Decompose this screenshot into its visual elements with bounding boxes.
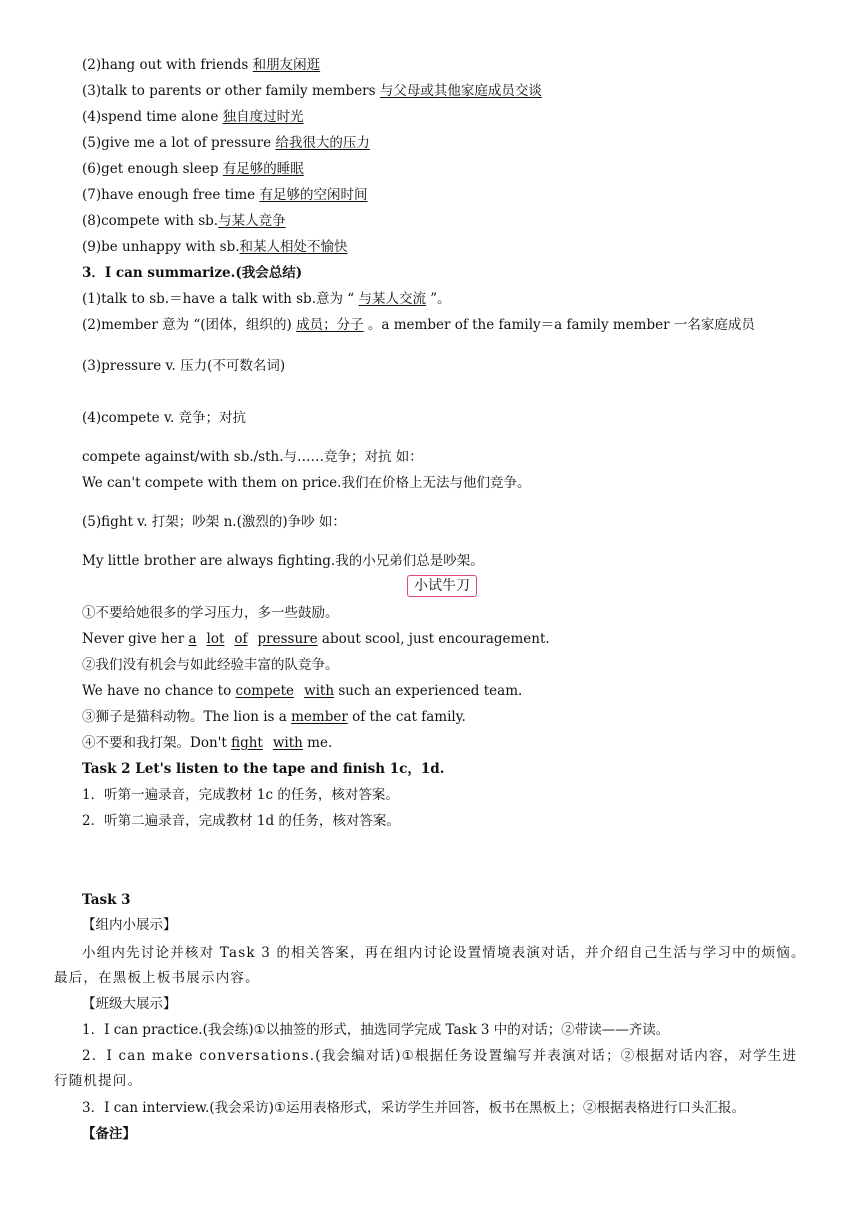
summary-answer: 成员；分子 [296,317,364,333]
phrase-zh-answer: 有足够的睡眠 [222,161,304,177]
question-text: me. [302,735,333,751]
phrase-en: (4)spend time alone [82,109,223,125]
phrase-zh-answer: 有足够的空闲时间 [259,187,368,203]
question-text: such an experienced team. [334,683,523,699]
summary-compete: (4)compete v. 竞争；对抗 [82,410,247,426]
phrase-3 [82,81,542,101]
summary-compete-usage: compete against/with sb./sth.与……竞争；对抗 如： [82,449,423,465]
phrase-en: (9)be unhappy with sb. [82,239,240,255]
summary-text: ”。 [425,291,451,307]
phrase-en: (3)talk to parents or other family members [82,83,380,99]
phrase-zh-answer: 与父母或其他家庭成员交谈 [379,83,542,99]
group-show-heading: 【组内小展示】 [82,917,177,933]
phrase-9 [82,237,348,257]
summarize-heading: 3．I can summarize.(我会总结) [82,265,303,281]
summary-talk [82,289,451,309]
phrase-8 [82,211,286,231]
summary-member [82,315,755,335]
phrase-7 [82,185,367,205]
notes-heading: 【备注】 [82,1126,136,1142]
phrase-4 [82,107,304,127]
summary-text: (1)talk to sb.＝have a talk with sb.意为 “ [82,291,359,307]
task3-title: Task 3 [82,892,131,908]
task2-title: Task 2 Let's listen to the tape and finish 1c，1d. [82,761,445,777]
summary-text: (2)member 意为 “(团体，组织的) [82,317,297,333]
practice-q1-zh: ①不要给她很多的学习压力，多一些鼓励。 [82,605,339,621]
phrase-zh-answer: 和朋友闲逛 [252,57,321,73]
question-text: Never give her [82,631,189,647]
class-item-2: 2．I can make conversations.(我会编对话)①根据任务设置编写并表演对话；②根据对话内容，对学生进行随机提问。 [54,1048,798,1089]
practice-q1 [82,629,550,649]
summary-compete-example: We can't compete with them on price.我们在价格上无法与他们竞争。 [82,475,531,491]
question-text: of the cat family. [347,709,466,725]
practice-q4 [82,733,332,753]
answer-blank: compete with [235,683,335,699]
summary-fight-example: My little brother are always fighting.我的小兄弟们总是吵架。 [82,553,484,569]
task2-step-1: 1．听第一遍录音，完成教材 1c 的任务，核对答案。 [82,787,399,803]
phrase-en: (6)get enough sleep [82,161,223,177]
answer-blank: fight with [231,735,303,751]
summary-fight: (5)fight v. 打架；吵架 n.(激烈的)争吵 如： [82,514,346,530]
summary-text: 。a member of the family＝a family member 一名家庭成员 [363,317,755,333]
phrase-zh-answer: 与某人竞争 [218,213,286,229]
summary-answer: 与某人交流 [358,291,426,307]
phrase-2 [82,55,320,75]
phrase-6 [82,159,304,179]
class-show-heading: 【班级大展示】 [82,996,177,1012]
class-item-1: 1．I can practice.(我会练)①以抽签的形式，抽选同学完成 Task 3 中的对话；②带读——齐读。 [82,1022,670,1038]
practice-q2-zh: ②我们没有机会与如此经验丰富的队竞争。 [82,657,339,673]
phrase-en: (8)compete with sb. [82,213,219,229]
question-text: ③狮子是猫科动物。The lion is a [82,709,292,725]
question-text: about scool, just encouragement. [317,631,550,647]
practice-q3 [82,707,466,727]
group-show-text: 小组内先讨论并核对 Task 3 的相关答案，再在组内讨论设置情境表演对话，并介绍自己生活与学习中的烦恼。最后，在黑板上板书展示内容。 [54,945,806,986]
phrase-en: (5)give me a lot of pressure [82,135,276,151]
practice-q2 [82,681,522,701]
practice-badge: 小试牛刀 [407,575,477,597]
question-text: We have no chance to [82,683,236,699]
phrase-zh-answer: 和某人相处不愉快 [239,239,348,255]
class-item-3: 3．I can interview.(我会采访)①运用表格形式，采访学生并回答，板书在黑板上；②根据表格进行口头汇报。 [82,1100,746,1116]
phrase-en: (7)have enough free time [82,187,260,203]
phrase-5 [82,133,370,153]
question-text: ④不要和我打架。Don't [82,735,232,751]
summary-pressure: (3)pressure v. 压力(不可数名词) [82,358,286,374]
answer-blank: a lot of pressure [188,631,318,647]
phrase-en: (2)hang out with friends [82,57,253,73]
task2-step-2: 2．听第二遍录音，完成教材 1d 的任务，核对答案。 [82,813,400,829]
phrase-zh-answer: 独自度过时光 [222,109,304,125]
answer-blank: member [291,709,348,725]
phrase-zh-answer: 给我很大的压力 [275,135,370,151]
